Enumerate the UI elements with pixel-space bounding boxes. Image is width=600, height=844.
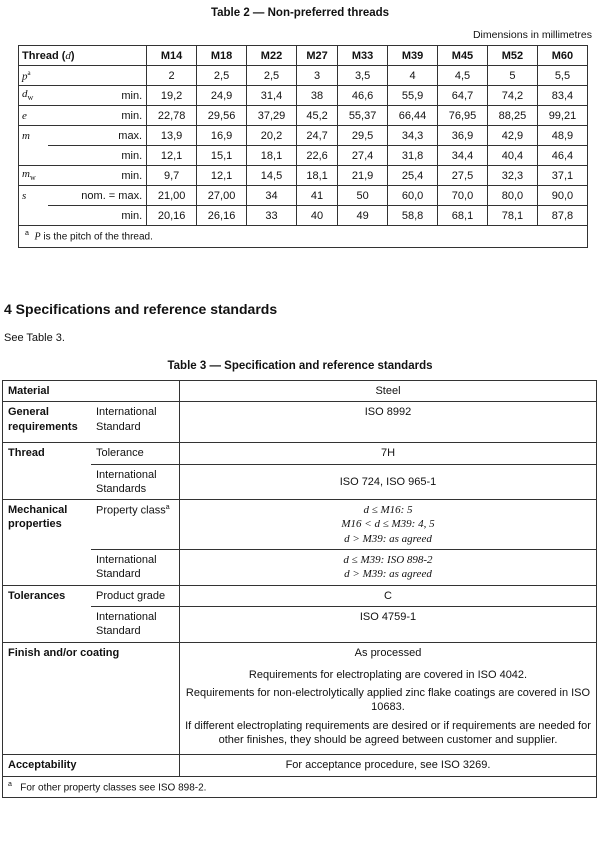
general-label: General requirements — [3, 402, 92, 443]
table-row — [19, 106, 588, 126]
table-cell: 26,16 — [197, 206, 247, 226]
mech-prop-values — [180, 500, 597, 550]
table-row — [3, 550, 597, 586]
table-row — [19, 126, 588, 146]
table-cell: 21,00 — [147, 186, 197, 206]
table-cell: 38 — [296, 86, 337, 106]
mech-prop-line: d ≤ M16: 5 — [363, 504, 413, 517]
table-cell: 3 — [296, 66, 337, 86]
table-cell: 70,0 — [438, 186, 488, 206]
table-cell: 40 — [296, 206, 337, 226]
column-header: M60 — [537, 46, 587, 66]
acceptability-value: For acceptance procedure, see ISO 3269. — [180, 755, 597, 776]
thread-std-value: ISO 724, ISO 965-1 — [180, 464, 597, 500]
table-row — [3, 776, 597, 797]
table-cell: 27,5 — [438, 166, 488, 186]
table-cell: 99,21 — [537, 106, 587, 126]
footnote-mark: a — [25, 230, 29, 238]
general-value: ISO 8992 — [180, 402, 597, 443]
header-symbol: d — [65, 49, 71, 62]
table-cell: 29,56 — [197, 106, 247, 126]
symbol-superscript: a — [27, 68, 31, 77]
table-row — [19, 66, 588, 86]
empty-cell — [3, 464, 92, 500]
table-cell: 36,9 — [438, 126, 488, 146]
material-value: Steel — [180, 381, 597, 402]
row-symbol — [19, 146, 48, 166]
table-cell: 20,2 — [247, 126, 297, 146]
column-header: M22 — [247, 46, 297, 66]
table-cell: 34,3 — [388, 126, 438, 146]
table3-footnote — [3, 776, 597, 797]
mech-prop-text: Property class — [96, 504, 166, 517]
column-header: M45 — [438, 46, 488, 66]
mech-label: Mechanical properties — [3, 500, 92, 550]
table-cell: 31,4 — [247, 86, 297, 106]
table-cell: 50 — [338, 186, 388, 206]
tolerances-label: Tolerances — [3, 585, 92, 606]
table-cell: 66,44 — [388, 106, 438, 126]
table-cell: 80,0 — [487, 186, 537, 206]
footnote-mark: a — [165, 504, 170, 512]
table-cell: 20,16 — [147, 206, 197, 226]
table-footnote-row — [19, 226, 588, 248]
empty-cell — [3, 550, 92, 586]
table-cell: 34 — [247, 186, 297, 206]
table-cell: 31,8 — [388, 146, 438, 166]
mech-std-line: d ≤ M39: ISO 898-2 — [343, 554, 433, 567]
table-row — [3, 585, 597, 606]
table-row — [3, 464, 597, 500]
table-cell: 55,9 — [388, 86, 438, 106]
dimensions-note: Dimensions in millimetres — [472, 29, 592, 41]
table2-body — [19, 46, 588, 248]
table-cell: 4 — [388, 66, 438, 86]
table-header-row — [19, 46, 588, 66]
row-qualifier: min. — [48, 146, 147, 166]
table-cell: 78,1 — [487, 206, 537, 226]
table-cell: 41 — [296, 186, 337, 206]
table-cell: 18,1 — [296, 166, 337, 186]
table-cell: 22,6 — [296, 146, 337, 166]
table-cell: 49 — [338, 206, 388, 226]
mech-prop-line: d > M39: as agreed — [344, 532, 432, 545]
thread-std-label: International Standards — [91, 464, 180, 500]
table-cell: 24,9 — [197, 86, 247, 106]
table-cell: 88,25 — [487, 106, 537, 126]
table-cell: 33 — [247, 206, 297, 226]
mech-std-label: International Standard — [91, 550, 180, 586]
table-cell: 32,3 — [487, 166, 537, 186]
table-cell: 40,4 — [487, 146, 537, 166]
table-cell: 55,37 — [338, 106, 388, 126]
table-cell: 2,5 — [247, 66, 297, 86]
mech-prop-label — [91, 500, 180, 550]
column-header: M18 — [197, 46, 247, 66]
table-cell: 37,1 — [537, 166, 587, 186]
table-row — [19, 166, 588, 186]
header-label: Thread (d) — [19, 46, 147, 66]
product-grade-label: Product grade — [91, 585, 180, 606]
table-cell: 4,5 — [438, 66, 488, 86]
table-row — [19, 186, 588, 206]
table-cell: 9,7 — [147, 166, 197, 186]
column-header: M14 — [147, 46, 197, 66]
footnote-text: For other property classes see ISO 898-2. — [20, 781, 207, 793]
table-cell: 21,9 — [338, 166, 388, 186]
table-cell: 68,1 — [438, 206, 488, 226]
row-symbol: $p^a$ — [19, 66, 48, 86]
finish-line: As processed — [354, 646, 422, 659]
tolerances-std-label: International Standard — [91, 606, 180, 642]
thread-tolerance-label: Tolerance — [91, 443, 180, 464]
table-cell: 27,00 — [197, 186, 247, 206]
finish-values — [180, 642, 597, 755]
table-cell: 12,1 — [197, 166, 247, 186]
table-cell: 90,0 — [537, 186, 587, 206]
table-row — [19, 206, 588, 226]
finish-label: Finish and/or coating — [3, 642, 180, 755]
row-qualifier: max. — [48, 126, 147, 146]
table3 — [2, 380, 597, 798]
table-cell: 15,1 — [197, 146, 247, 166]
row-symbol: m — [19, 126, 48, 146]
finish-line: Requirements for non-electrolytically applied zinc flake coatings are covered in ISO 10683. — [185, 687, 591, 714]
table-row — [3, 402, 597, 443]
row-symbol: e — [19, 106, 48, 126]
table-cell: 74,2 — [487, 86, 537, 106]
table-cell: 58,8 — [388, 206, 438, 226]
table-cell: 42,9 — [487, 126, 537, 146]
table-cell: 48,9 — [537, 126, 587, 146]
row-qualifier: min. — [48, 86, 147, 106]
table-cell: 87,8 — [537, 206, 587, 226]
row-qualifier: nom. = max. — [48, 186, 147, 206]
finish-line: Requirements for electroplating are covered in ISO 4042. — [248, 668, 528, 681]
finish-line: If different electroplating requirements are desired or if requirements are needed for other finishes, they should be agreed between customer and supplier. — [185, 719, 591, 747]
row-qualifier: min. — [48, 206, 147, 226]
thread-tolerance-value: 7H — [180, 443, 597, 464]
table-cell: 60,0 — [388, 186, 438, 206]
table-cell: 29,5 — [338, 126, 388, 146]
product-grade-value: C — [180, 585, 597, 606]
table-cell: 5 — [487, 66, 537, 86]
table-cell: 76,95 — [438, 106, 488, 126]
table-cell: 34,4 — [438, 146, 488, 166]
row-qualifier — [48, 66, 147, 86]
thread-label: Thread — [3, 443, 92, 464]
tolerances-std-value: ISO 4759-1 — [180, 606, 597, 642]
table-cell: 3,5 — [338, 66, 388, 86]
mech-std-values — [180, 550, 597, 586]
table-cell: 22,78 — [147, 106, 197, 126]
table-row — [3, 755, 597, 776]
row-symbol: s — [19, 186, 48, 206]
table2-footnote — [19, 226, 588, 248]
table-row — [3, 642, 597, 755]
row-qualifier: min. — [48, 106, 147, 126]
table-cell: 2,5 — [197, 66, 247, 86]
table2 — [18, 45, 588, 248]
row-symbol: $m_w$ — [19, 166, 48, 186]
table-cell: 46,4 — [537, 146, 587, 166]
table-cell: 83,4 — [537, 86, 587, 106]
column-header: M27 — [296, 46, 337, 66]
section-heading: 4 Specifications and reference standards — [4, 301, 278, 317]
table-cell: 19,2 — [147, 86, 197, 106]
symbol-subscript: w — [27, 93, 34, 103]
mech-prop-line: M16 < d ≤ M39: 4, 5 — [341, 518, 435, 531]
table-cell: 18,1 — [247, 146, 297, 166]
table3-title: Table 3 — Specification and reference standards — [167, 360, 433, 372]
table-cell: 16,9 — [197, 126, 247, 146]
column-header: M39 — [388, 46, 438, 66]
table-cell: 37,29 — [247, 106, 297, 126]
table-cell: 14,5 — [247, 166, 297, 186]
empty-cell — [3, 606, 92, 642]
table-cell: 2 — [147, 66, 197, 86]
table-cell: 45,2 — [296, 106, 337, 126]
row-qualifier: min. — [48, 166, 147, 186]
table-row — [19, 146, 588, 166]
table-cell: 25,4 — [388, 166, 438, 186]
footnote-symbol: P — [34, 231, 41, 243]
table-cell: 24,7 — [296, 126, 337, 146]
table-cell: 13,9 — [147, 126, 197, 146]
table-cell: 5,5 — [537, 66, 587, 86]
table-cell: 64,7 — [438, 86, 488, 106]
acceptability-label: Acceptability — [3, 755, 180, 776]
table-row — [3, 606, 597, 642]
footnote-mark: a — [8, 780, 12, 788]
table-row — [19, 86, 588, 106]
table-cell: 12,1 — [147, 146, 197, 166]
table-cell: 27,4 — [338, 146, 388, 166]
row-symbol — [19, 206, 48, 226]
section-text: See Table 3. — [4, 332, 65, 344]
row-symbol: $d_w$ — [19, 86, 48, 106]
table-row — [3, 443, 597, 464]
column-header: M52 — [487, 46, 537, 66]
table-cell: 46,6 — [338, 86, 388, 106]
column-header: M33 — [338, 46, 388, 66]
symbol-subscript: w — [29, 173, 36, 183]
table2-title: Table 2 — Non-preferred threads — [210, 7, 390, 19]
footnote-text: is the pitch of the thread. — [43, 231, 153, 243]
general-sub-label: International Standard — [91, 402, 180, 443]
material-label: Material — [3, 381, 180, 402]
table-row — [3, 381, 597, 402]
table-row — [3, 500, 597, 550]
mech-std-line: d > M39: as agreed — [344, 568, 432, 581]
